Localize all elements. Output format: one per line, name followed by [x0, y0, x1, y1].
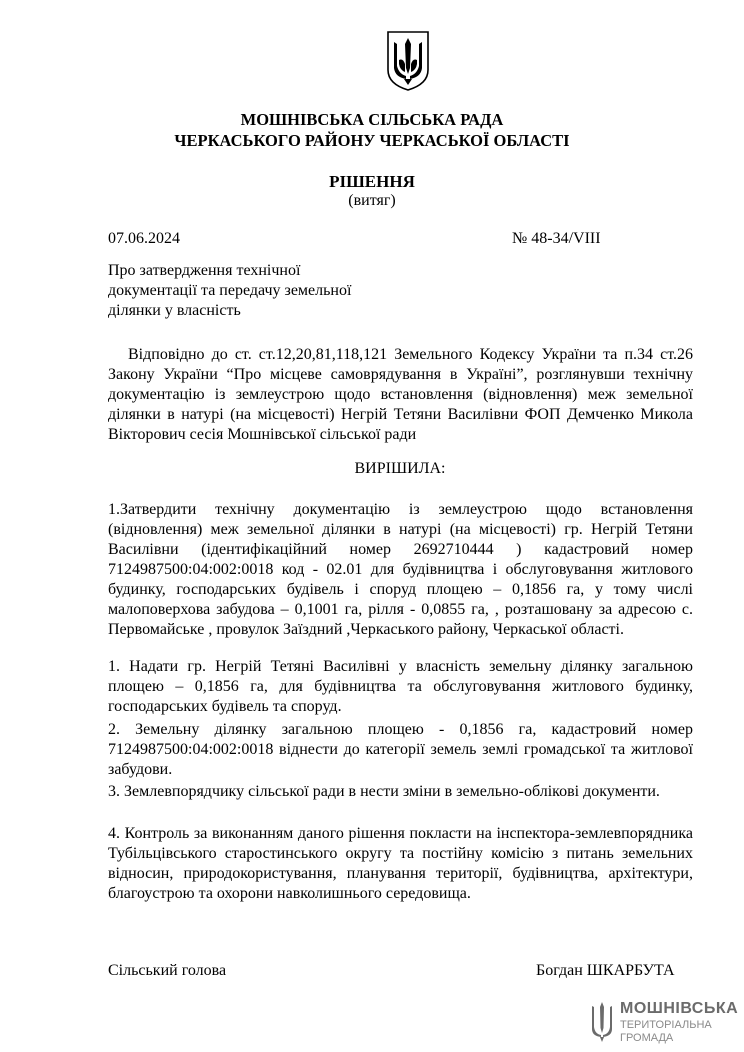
logo-subtitle: ГРОМАДА: [620, 1032, 674, 1044]
signature-name: Богдан ШКАРБУТА: [536, 962, 675, 979]
document-number: № 48-34/VIII: [512, 230, 601, 247]
district-name: ЧЕРКАСЬКОГО РАЙОНУ ЧЕРКАСЬКОЇ ОБЛАСТІ: [174, 131, 570, 150]
decision-point: 1. Надати гр. Негрій Тетяні Василівні у власність земельну ділянку загальною площею – 0,1856 га, для будівництва та обслуговування житлового будинку, господарських будівель та споруд.: [108, 658, 693, 715]
signature-title: Сільський голова: [108, 962, 227, 979]
decision-point: 2. Земельну ділянку загальною площею - 0,1856 га, кадастровий номер 7124987500:04:002:0018 віднести до категорії земель землі громадської та житлової забудови.: [108, 721, 693, 778]
document-date: 07.06.2024: [108, 230, 180, 247]
document-subject: [108, 261, 351, 321]
community-logo: [590, 1000, 739, 1048]
trident-emblem-icon: [385, 30, 431, 92]
document-title: РІШЕННЯ: [329, 172, 415, 191]
document-subtitle: (витяг): [348, 192, 396, 209]
subject-line: документації та передачу земельної: [108, 282, 352, 299]
decision-point: 1.Затвердити технічну документацію із землеустрою щодо встановлення (відновлення) меж земельної ділянки в натурі (на місцевості) гр. Негрій Тетяни Василівни (ідентифікаційний номер 2692710444 ) кадастровий номер 7124987500:04:002:0018 код - 02.01 для будівництва і обслуговування житлового будинку, господарських будівель і споруд площею – 0,1856 га, у тому числі малоповерхова забудова – 0,1001 га, рілля - 0,0855 га, , розташовану за адресою с. Первомайське , провулок Заїздний ,Черкаського району, Черкаської області.: [108, 501, 693, 638]
preamble-paragraph: Відповідно до ст. ст.12,20,81,118,121 Земельного Кодексу України та п.34 ст.26 Закону України “Про місцеве самоврядування в Україні”, розглянувши технічну документацію із землеустрою щодо встановлення (відновлення) меж земельної ділянки в натурі (на місцевості) Негрій Тетяни Василівни ФОП Демченко Микола Вікторович сесія Мошнівської сільської ради: [108, 346, 693, 443]
subject-line: ділянки у власність: [108, 302, 241, 319]
trident-logo-icon: [590, 1000, 614, 1046]
decision-point: 3. Землевпорядчику сільської ради в нести зміни в земельно-облікові документи.: [108, 783, 660, 800]
logo-subtitle: ТЕРИТОРІАЛЬНА: [620, 1019, 712, 1031]
decision-point: 4. Контроль за виконанням даного рішення покласти на інспектора-землевпорядника Тубільцівського старостинського округу та постійну комісію з питань земельних відносин, природокористування, планування території, будівництва, архітектури, благоустрою та охорони навколишнього середовища.: [108, 825, 693, 902]
logo-title: МОШНІВСЬКА: [620, 1000, 739, 1017]
decided-heading: ВИРІШИЛА:: [354, 460, 446, 477]
council-name: МОШНІВСЬКА СІЛЬСЬКА РАДА: [240, 110, 504, 129]
subject-line: Про затвердження технічної: [108, 262, 301, 279]
